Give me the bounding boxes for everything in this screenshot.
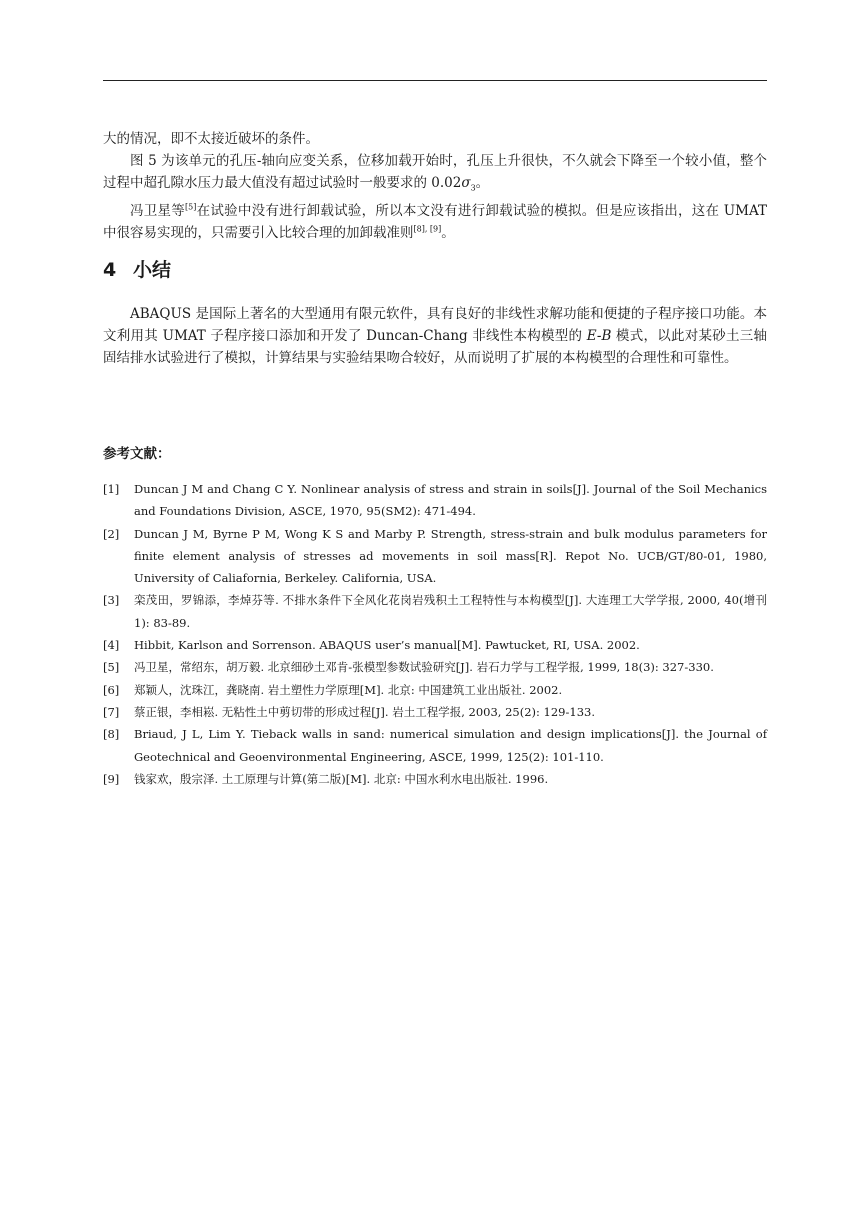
section-heading xyxy=(103,255,171,282)
reference-label: [2] xyxy=(103,526,120,541)
reference-label: [9] xyxy=(103,771,120,786)
summary-block xyxy=(103,303,767,369)
paragraph-3-c: 。 xyxy=(441,224,455,241)
citation-8-9: [8], [9] xyxy=(413,224,442,234)
reference-text: Hibbit, Karlson and Sorrenson. ABAQUS user’s manual[M]. Pawtucket, RI, USA. 2002. xyxy=(134,638,640,653)
summary-text-b: 模式，以此对某砂土三轴固结排水试验进行了模拟，计算结果与实验结果吻合较好，从而说明了扩展的本构模型的合理性和可靠性。 xyxy=(103,328,767,366)
paragraph-1: 大的情况，即不太接近破坏的条件。 xyxy=(103,131,319,147)
reference-item xyxy=(103,589,767,634)
reference-item xyxy=(103,656,767,678)
paragraph-2-end: 。 xyxy=(475,175,490,191)
references-title: 参考文献： xyxy=(103,446,171,462)
reference-text: Duncan J M, Byrne P M, Wong K S and Marby P. Strength, stress-strain and bulk modulus parameters for finite element analysis of stresses ad movements in soil mass[R]. Repot No. UCB/GT/80-01, 1980, University of Caliafornia, Berkeley. California, USA. xyxy=(134,526,767,586)
reference-item xyxy=(103,723,767,768)
reference-item xyxy=(103,523,767,590)
reference-label: [6] xyxy=(103,682,120,697)
reference-text: 冯卫星，常绍东，胡万毅. 北京细砂土邓肯-张模型参数试验研究[J]. 岩石力学与工程学报, 1999, 18(3): 327-330. xyxy=(134,660,714,675)
reference-label: [4] xyxy=(103,638,120,653)
reference-text: 栾茂田，罗锦添，李焯芬等. 不排水条件下全风化花岗岩残积土工程特性与本构模型[J]. 大连理工大学学报, 2000, 40(增刊 1): 83-89. xyxy=(134,593,767,630)
sigma-subscript: 3 xyxy=(470,183,476,193)
summary-eb: E-B xyxy=(586,328,612,344)
summary-paragraph xyxy=(103,303,767,369)
reference-label: [5] xyxy=(103,660,120,675)
citation-5: [5] xyxy=(185,202,197,212)
section-number: 4 xyxy=(103,259,117,281)
references-list xyxy=(103,478,767,790)
reference-text: Briaud, J L, Lim Y. Tieback walls in sand: numerical simulation and design implications[J]. the Journal of Geotechnical and Geoenvironmental Engineering, ASCE, 1999, 125(2): 101-110. xyxy=(134,727,767,764)
reference-label: [1] xyxy=(103,482,120,496)
reference-text: 蔡正银，李相崧. 无粘性土中剪切带的形成过程[J]. 岩土工程学报, 2003, 25(2): 129-133. xyxy=(134,704,595,719)
paragraph-3 xyxy=(103,200,767,244)
reference-item xyxy=(103,679,767,701)
paragraph-2-text: 图 5 为该单元的孔压-轴向应变关系，位移加载开始时，孔压上升很快，不久就会下降至一个较小值，整个过程中超孔隙水压力最大值没有超过试验时一般要求的 0.02 xyxy=(103,153,767,191)
sigma-symbol: σ xyxy=(461,175,471,191)
reference-label: [7] xyxy=(103,704,120,719)
reference-text: Duncan J M and Chang C Y. Nonlinear analysis of stress and strain in soils[J]. Journal of the Soil Mechanics and Foundations Division, ASCE, 1970, 95(SM2): 471-494. xyxy=(134,482,767,519)
reference-item xyxy=(103,701,767,723)
reference-item xyxy=(103,768,767,790)
section-title: 小结 xyxy=(133,259,172,281)
reference-label: [8] xyxy=(103,727,120,742)
summary-text-a: ABAQUS 是国际上著名的大型通用有限元软件，具有良好的非线性求解功能和便捷的子程序接口功能。本文利用其 UMAT 子程序接口添加和开发了 Duncan-Chang 非线性本构模型的 xyxy=(103,306,767,344)
body-paragraphs xyxy=(103,128,767,244)
reference-label: [3] xyxy=(103,593,120,608)
reference-item xyxy=(103,478,767,523)
reference-text: 郑颖人，沈珠江，龚晓南. 岩土塑性力学原理[M]. 北京: 中国建筑工业出版社. 2002. xyxy=(134,682,563,697)
reference-item xyxy=(103,634,767,656)
paragraph-2 xyxy=(103,150,767,200)
paragraph-3-b: 在试验中没有进行卸载试验，所以本文没有进行卸载试验的模拟。但是应该指出，这在 UMAT 中很容易实现的，只需要引入比较合理的加卸载准则 xyxy=(103,202,767,241)
paragraph-3-a: 冯卫星等 xyxy=(130,202,186,219)
header-rule xyxy=(103,80,767,81)
reference-text: 钱家欢，殷宗泽. 土工原理与计算(第二版)[M]. 北京: 中国水利水电出版社. 1996. xyxy=(134,771,549,786)
